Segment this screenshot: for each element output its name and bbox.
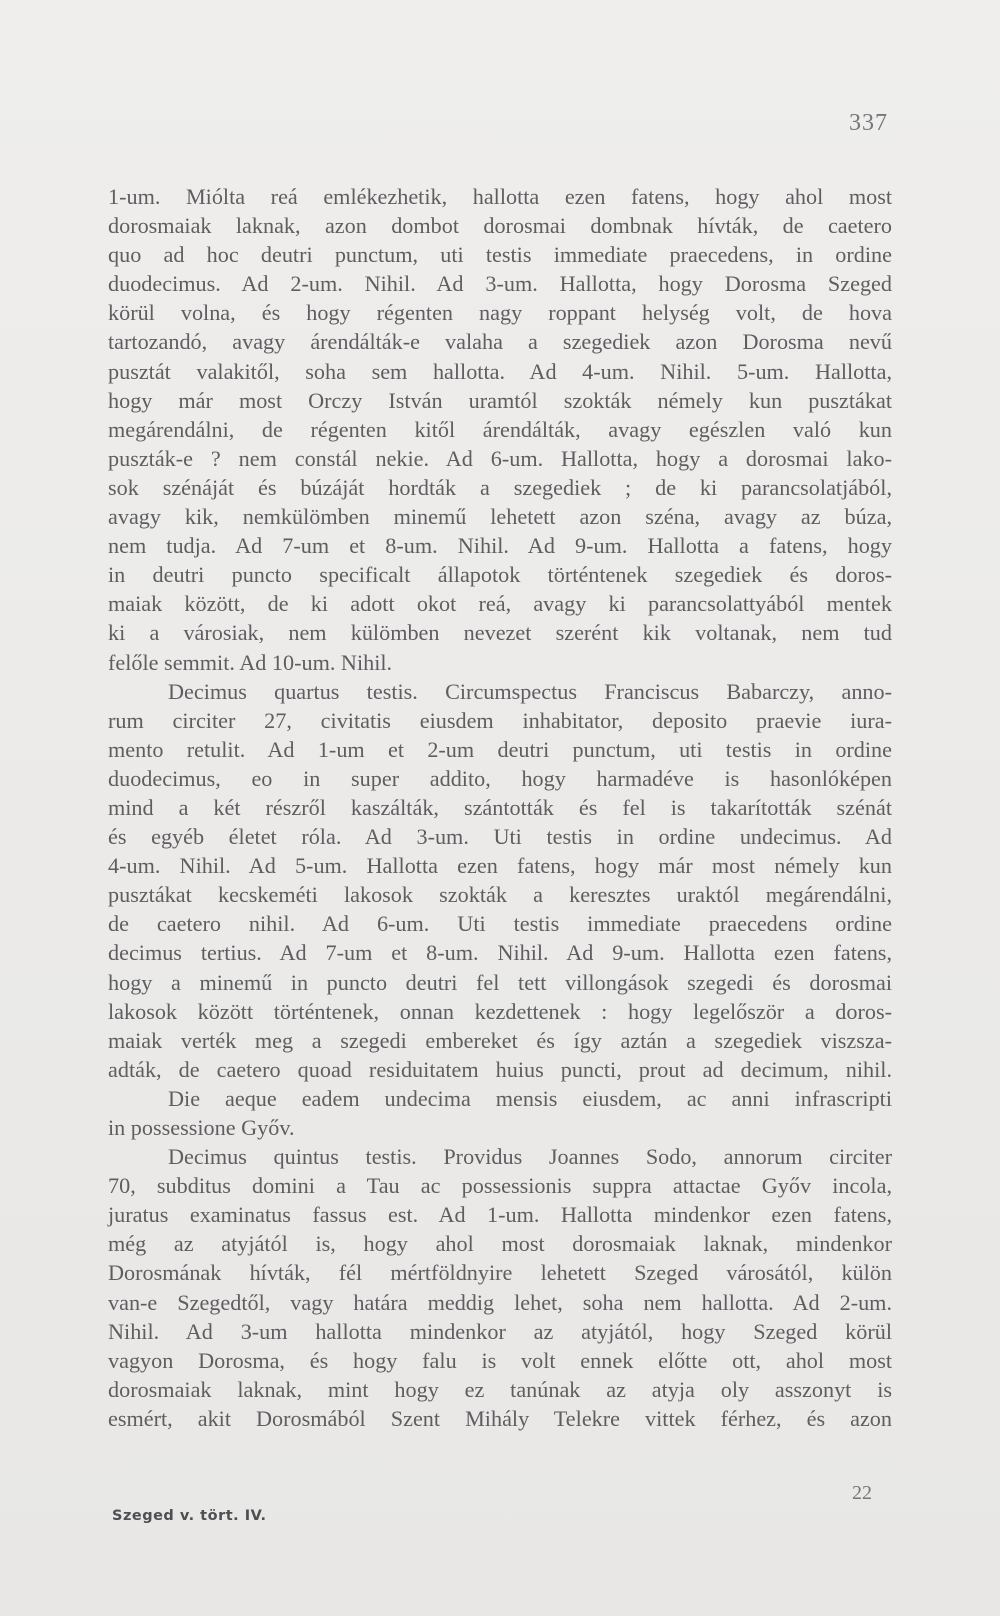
text-line: Nihil. Ad 3-um hallotta mindenkor az atyjától, hogy Szeged körül (108, 1318, 892, 1344)
text-line: sok szénáját és búzáját hordták a szegediek ; de ki parancsolatjából, (108, 474, 892, 500)
text-line: maiak verték meg a szegedi embereket és így aztán a szegediek viszsza- (108, 1027, 892, 1053)
page-number: 337 (849, 110, 888, 136)
text-line: rum circiter 27, civitatis eiusdem inhabitator, deposito praevie iura- (108, 707, 892, 733)
text-line: duodecimus. Ad 2-um. Nihil. Ad 3-um. Hallotta, hogy Dorosma Szeged (108, 271, 892, 297)
text-line: tartozandó, avagy árendálták-e valaha a szegediek azon Dorosma nevű (108, 329, 892, 355)
text-line: körül volna, és hogy régenten nagy roppant helység volt, de hova (108, 300, 892, 326)
text-line: duodecimus, eo in super addito, hogy harmadéve is hasonlóképen (108, 765, 892, 791)
text-line: maiak között, de ki adott okot reá, avagy ki parancsolattyából mentek (108, 591, 892, 617)
text-line: megárendálni, de régenten kitől árendálták, avagy egészlen való kun (108, 416, 892, 442)
text-line: Decimus quintus testis. Providus Joannes Sodo, annorum circiter (168, 1144, 892, 1170)
text-line: mento retulit. Ad 1-um et 2-um deutri punctum, uti testis in ordine (108, 736, 892, 762)
text-line: vagyon Dorosma, és hogy falu is volt ennek előtte ott, ahol most (108, 1347, 892, 1373)
text-line: pusztákat kecskeméti lakosok szokták a keresztes uraktól megárendálni, (108, 882, 892, 908)
signature-mark: 22 (852, 1482, 872, 1504)
text-line: lakosok között történtenek, onnan kezdettenek : hogy legelőször a doros- (108, 998, 892, 1024)
body-text (108, 182, 892, 1433)
text-line: avagy kik, nemkülömben minemű lehetett azon széna, avagy az búza, (108, 504, 892, 530)
text-line: hogy a minemű in puncto deutri fel tett villongások szegedi és dorosmai (108, 969, 892, 995)
text-line: pusztát valakitől, soha sem hallotta. Ad 4-um. Nihil. 5-um. Hallotta, (108, 358, 892, 384)
text-line: decimus tertius. Ad 7-um et 8-um. Nihil. Ad 9-um. Hallotta ezen fatens, (108, 940, 892, 966)
text-line: még az atyjától is, hogy ahol most dorosmaiak laknak, mindenkor (108, 1231, 892, 1257)
text-line: Die aeque eadem undecima mensis eiusdem, ac anni infrascripti (168, 1085, 892, 1111)
text-line: in possessione Győv. (108, 1115, 295, 1140)
text-line: hogy már most Orczy István uramtól szokták némely kun pusztákat (108, 387, 892, 413)
text-line: Decimus quartus testis. Circumspectus Franciscus Babarczy, anno- (168, 678, 892, 704)
text-line: de caetero nihil. Ad 6-um. Uti testis immediate praecedens ordine (108, 911, 892, 937)
text-line: 1-um. Miólta reá emlékezhetik, hallotta ezen fatens, hogy ahol most (108, 184, 892, 209)
text-line: puszták-e ? nem constál nekie. Ad 6-um. Hallotta, hogy a dorosmai lako- (108, 445, 892, 471)
text-line: esmért, akit Dorosmából Szent Mihály Telekre vittek férhez, és azon (108, 1405, 892, 1431)
text-line: juratus examinatus fassus est. Ad 1-um. Hallotta mindenkor ezen fatens, (108, 1202, 892, 1228)
text-line: Dorosmának hívták, fél mértföldnyire lehetett Szeged városától, külön (108, 1260, 892, 1286)
text-line: quo ad hoc deutri punctum, uti testis immediate praecedens, in ordine (108, 242, 892, 268)
text-line: ki a városiak, nem külömben nevezet szerént kik voltanak, nem tud (108, 620, 892, 646)
text-line: in deutri puncto specificalt állapotok történtenek szegediek és doros- (108, 562, 892, 588)
text-line: dorosmaiak laknak, azon dombot dorosmai dombnak hívták, de caetero (108, 213, 892, 239)
text-line: nem tudja. Ad 7-um et 8-um. Nihil. Ad 9-um. Hallotta a fatens, hogy (108, 533, 892, 559)
footer-source: Szeged v. tört. IV. (112, 1508, 267, 1524)
text-line: 70, subditus domini a Tau ac possessionis suppra attactae Győv incola, (108, 1173, 892, 1199)
text-line: dorosmaiak laknak, mint hogy ez tanúnak az atyja oly asszonyt is (108, 1376, 892, 1402)
text-line: van-e Szegedtől, vagy határa meddig lehet, soha nem hallotta. Ad 2-um. (108, 1289, 892, 1315)
text-line: felőle semmit. Ad 10-um. Nihil. (108, 649, 393, 675)
text-line: 4-um. Nihil. Ad 5-um. Hallotta ezen fatens, hogy már most némely kun (108, 853, 892, 879)
text-line: mind a két részről kaszálták, szántották és fel is takarították szénát (108, 794, 892, 820)
text-line: és egyéb életet róla. Ad 3-um. Uti testis in ordine undecimus. Ad (108, 824, 892, 850)
text-line: adták, de caetero quoad residuitatem huius puncti, prout ad decimum, nihil. (108, 1056, 892, 1082)
